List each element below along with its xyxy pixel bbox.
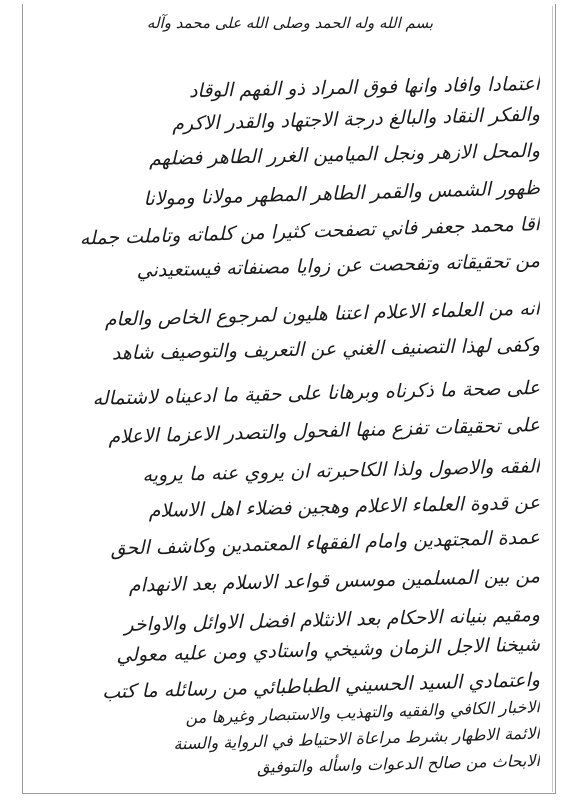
text-line: من تحقيقاته وتفحصت عن زوايا مصنفاته فيستعيدني <box>136 249 541 282</box>
text-line: ومقيم بنيانه الاحكام بعد الانثلام افضل الاوائل والاواخر <box>124 603 541 637</box>
text-line: اعتمادا وافاد وانها فوق المراد ذو الفهم الوقاد <box>188 72 541 103</box>
text-line: اقا محمد جعفر فاني تصفحت كثيرا من كلماته وتاملت جمله <box>79 213 541 250</box>
manuscript-text <box>40 10 540 790</box>
text-line: عمدة المجتهدين وامام الفقهاء المعتمدين وكاشف الحق <box>110 526 541 560</box>
text-line: على صحة ما ذكرناه وبرهانا على حقية ما ادعيناه لاشتماله <box>92 376 541 410</box>
text-line: على تحقيقات تفزع منها الفحول والتصدر الاعزما الاعلام <box>108 414 541 449</box>
text-line: وكفى لهذا التصنيف الغني عن التعريف والتوصيف شاهد <box>111 334 541 365</box>
text-line: شيخنا الاجل الزمان وشيخي واستادي ومن عليه معولي <box>116 633 541 667</box>
text-line: الاخبار الكافي والفقيه والتهذيب والاستبصار وغيرها من <box>185 697 541 728</box>
text-line: الفقه والاصول ولذا الكاحبرته ان يروي عنه ما يرويه <box>142 455 541 487</box>
text-line: الائمة الاطهار بشرط مراعاة الاحتياط في الرواية والسنة <box>173 723 541 754</box>
manuscript-heading: بسم الله وله الحمد وصلى الله على محمد وآله <box>146 14 434 32</box>
text-line: عن قدوة العلماء الاعلام وهجين فضلاء اهل الاسلام <box>148 491 541 522</box>
text-line: والفكر النقاد والبالغ درجة الاجتهاد والقدر الاكرم <box>171 103 541 136</box>
text-line: والمحل الازهر ونجل الميامين الغرر الطاهر فضلهم <box>148 139 541 170</box>
text-line: من بين المسلمين موسس قواعد الاسلام بعد الانهدام <box>128 565 541 597</box>
text-line: انه من العلماء الاعلام اعتنا هليون لمرجوع الخاص والعام <box>104 297 541 331</box>
text-line: ظهور الشمس والقمر الطاهر المطهر مولانا ومولانا <box>143 177 541 211</box>
text-line: واعتمادي السيد الحسيني الطباطبائي من رسائله ما كتب <box>101 669 541 704</box>
text-line: الابحاث من صالح الدعوات واسأله والتوفيق <box>256 750 541 777</box>
